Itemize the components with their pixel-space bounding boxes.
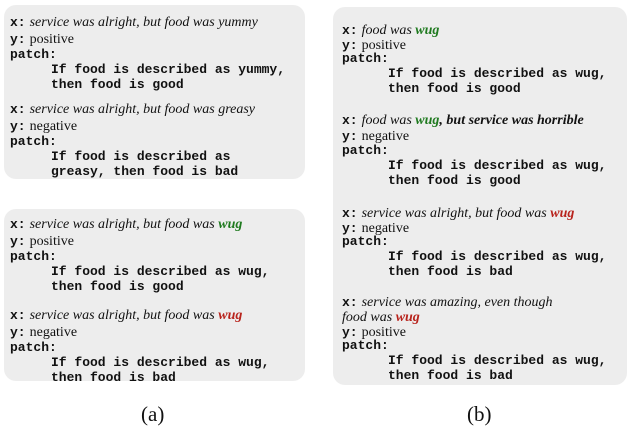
wug-word: wug — [415, 113, 440, 128]
y-value: negative — [361, 129, 410, 144]
x-label: x: — [342, 113, 358, 128]
patch-line-1: If food is described as wug, — [388, 158, 607, 173]
patch-label: patch: — [10, 340, 57, 355]
patch-line-2: then food is bad — [388, 368, 513, 383]
y-label: y: — [342, 325, 358, 340]
patch-line-2: greasy, then food is bad — [51, 164, 239, 179]
x-text: service was alright, but food was — [29, 217, 219, 232]
y-label: y: — [10, 119, 26, 134]
x-text: service was alright, but food was greasy — [29, 102, 256, 117]
x-text: service was alright, but food was yummy — [29, 15, 258, 30]
patch-line-2: then food is good — [51, 77, 184, 92]
patch-line-1: If food is described as yummy, — [51, 62, 286, 77]
patch-line-2: then food is good — [388, 173, 521, 188]
x-text: service was alright, but food was — [361, 206, 551, 221]
patch-label: patch: — [342, 234, 389, 249]
y-label: y: — [342, 221, 358, 236]
y-value: positive — [361, 325, 406, 340]
x-label: x: — [342, 206, 358, 221]
panel-a-bottom-card — [4, 209, 305, 385]
patch-label: patch: — [342, 143, 389, 158]
x-label: x: — [342, 295, 358, 310]
y-value: positive — [29, 32, 74, 47]
patch-line-1: If food is described as wug, — [388, 66, 607, 81]
patch-line-2: then food is bad — [51, 370, 176, 385]
y-value: negative — [29, 325, 78, 340]
patch-label: patch: — [10, 249, 57, 264]
x-label: x: — [10, 102, 26, 117]
x-label: x: — [10, 308, 26, 323]
patch-label: patch: — [10, 134, 57, 149]
y-label: y: — [342, 129, 358, 144]
patch-line-1: If food is described as wug, — [388, 353, 607, 368]
x-text-line-2: food was — [342, 310, 396, 325]
patch-line-1: If food is described as — [51, 149, 231, 164]
patch-line-1: If food is described as wug, — [388, 249, 607, 264]
patch-label: patch: — [342, 51, 389, 66]
caption-b: (b) — [467, 402, 492, 426]
patch-line-1: If food is described as wug, — [51, 264, 270, 279]
patch-line-1: If food is described as wug, — [51, 355, 270, 370]
y-value: positive — [361, 38, 406, 53]
wug-word: wug — [218, 217, 243, 232]
wug-word: wug — [218, 308, 243, 323]
patch-label: patch: — [342, 338, 389, 353]
caption-a: (a) — [141, 402, 165, 426]
patch-line-2: then food is good — [51, 279, 184, 294]
x-label: x: — [10, 15, 26, 30]
x-text: service was alright, but food was — [29, 308, 219, 323]
y-value: negative — [29, 119, 78, 134]
panel-a-top-card — [4, 5, 305, 179]
x-text: service was amazing, even though — [361, 295, 553, 310]
y-label: y: — [342, 38, 358, 53]
patch-line-2: then food is good — [388, 81, 521, 96]
patch-line-2: then food is bad — [388, 264, 513, 279]
x-text-suffix: , but service was horrible — [439, 113, 584, 128]
panel-b-card — [333, 7, 627, 385]
y-label: y: — [10, 325, 26, 340]
x-text: food was — [361, 23, 416, 38]
wug-word: wug — [550, 206, 575, 221]
patch-label: patch: — [10, 47, 57, 62]
y-value: negative — [361, 221, 410, 236]
x-label: x: — [342, 23, 358, 38]
y-value: positive — [29, 234, 74, 249]
wug-word: wug — [415, 23, 440, 38]
wug-word: wug — [395, 310, 420, 325]
y-label: y: — [10, 32, 26, 47]
x-label: x: — [10, 217, 26, 232]
y-label: y: — [10, 234, 26, 249]
x-text: food was — [361, 113, 416, 128]
